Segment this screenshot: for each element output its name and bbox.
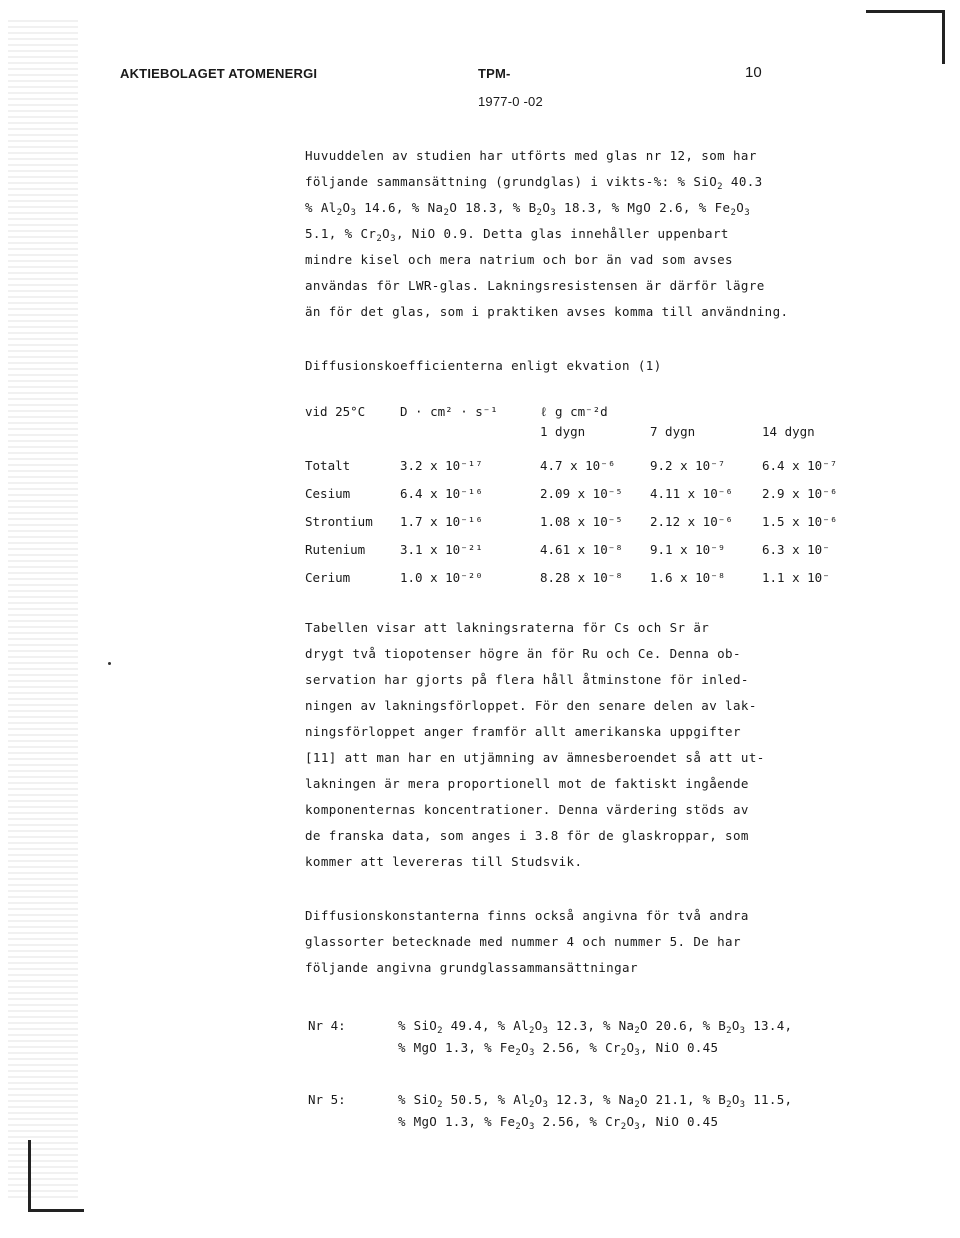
- table-cell-diffusion: 3.1 x 10⁻²¹: [400, 542, 483, 557]
- table-cell-element: Totalt: [305, 458, 351, 473]
- paragraph-line: följande angivna grundglassammansättningar: [305, 960, 638, 975]
- crop-mark-top-right: [866, 10, 944, 13]
- paragraph-line: % $Al_2O_3$ 14.6, % $Na_2O$ 18.3, % $B_2O_3$ 18.3, % MgO 2.6, % $Fe_2O_3$: [305, 200, 751, 218]
- crop-mark-bottom-left-horizontal: [28, 1209, 84, 1212]
- table-cell-diffusion: 6.4 x 10⁻¹⁶: [400, 486, 483, 501]
- composition-line: % SiO$_2$ 50.5, % $Al_2O_3$ 12.3, % $Na_2O$ 21.1, % $B_2O_3$ 11.5,: [398, 1092, 793, 1110]
- table-cell-element: Strontium: [305, 514, 373, 529]
- table-cell-day1: 2.09 x 10⁻⁵: [540, 486, 623, 501]
- paragraph-line: mindre kisel och mera natrium och bor än vad som avses: [305, 252, 733, 267]
- paragraph-line: drygt två tiopotenser högre än för Ru och Ce. Denna ob-: [305, 646, 741, 661]
- table-header-temperature: vid 25°C: [305, 404, 366, 419]
- table-cell-day1: 4.61 x 10⁻⁸: [540, 542, 623, 557]
- table-header-leach-rate: ℓ g cm⁻²d: [540, 404, 608, 419]
- composition-label: Nr 5:: [308, 1092, 346, 1107]
- table-cell-element: Cesium: [305, 486, 351, 501]
- table-cell-day14: 2.9 x 10⁻⁶: [762, 486, 838, 501]
- table-cell-day7: 9.2 x 10⁻⁷: [650, 458, 726, 473]
- crop-mark-bottom-left: [28, 1140, 31, 1212]
- paragraph-line: [11] att man har en utjämning av ämnesberoendet så att ut-: [305, 750, 765, 765]
- scan-edge-shadow: [8, 20, 78, 1200]
- composition-label: Nr 4:: [308, 1018, 346, 1033]
- paragraph-line: servation har gjorts på flera håll åtminstone för inled-: [305, 672, 749, 687]
- table-cell-day1: 1.08 x 10⁻⁵: [540, 514, 623, 529]
- composition-line: % MgO 1.3, % $Fe_2O_3$ 2.56, % $Cr_2O_3$, NiO 0.45: [398, 1040, 719, 1058]
- paragraph-line: ningsförloppet anger framför allt amerikanska uppgifter: [305, 724, 741, 739]
- table-cell-day14: 6.3 x 10⁻: [762, 542, 830, 557]
- table-cell-day14: 1.5 x 10⁻⁶: [762, 514, 838, 529]
- report-date: 1977-0 -02: [478, 94, 543, 109]
- paragraph-line: 5.1, % $Cr_2O_3$, NiO 0.9. Detta glas innehåller uppenbart: [305, 226, 729, 244]
- paragraph-line: än för det glas, som i praktiken avses komma till användning.: [305, 304, 789, 319]
- composition-line: % SiO$_2$ 49.4, % $Al_2O_3$ 12.3, % $Na_2O$ 20.6, % $B_2O_3$ 13.4,: [398, 1018, 793, 1036]
- paragraph-line: komponenternas koncentrationer. Denna värdering stöds av: [305, 802, 749, 817]
- table-cell-diffusion: 1.0 x 10⁻²⁰: [400, 570, 483, 585]
- table-cell-day7: 9.1 x 10⁻⁹: [650, 542, 726, 557]
- paragraph-line: Tabellen visar att lakningsraterna för Cs och Sr är: [305, 620, 710, 635]
- table-cell-day1: 8.28 x 10⁻⁸: [540, 570, 623, 585]
- table-cell-diffusion: 3.2 x 10⁻¹⁷: [400, 458, 483, 473]
- table-cell-day1: 4.7 x 10⁻⁶: [540, 458, 616, 473]
- table-cell-day14: 1.1 x 10⁻: [762, 570, 830, 585]
- paragraph-line: kommer att levereras till Studsvik.: [305, 854, 583, 869]
- table-cell-diffusion: 1.7 x 10⁻¹⁶: [400, 514, 483, 529]
- paragraph-line: glassorter betecknade med nummer 4 och nummer 5. De har: [305, 934, 741, 949]
- page-number: 10: [745, 64, 762, 81]
- composition-line: % MgO 1.3, % $Fe_2O_3$ 2.56, % $Cr_2O_3$, NiO 0.45: [398, 1114, 719, 1132]
- table-header-day14: 14 dygn: [762, 424, 815, 439]
- crop-mark-top-right-vertical: [942, 10, 945, 64]
- paragraph-line: lakningen är mera proportionell mot de faktiskt ingående: [305, 776, 749, 791]
- paragraph-line: Diffusionskonstanterna finns också angivna för två andra: [305, 908, 749, 923]
- report-reference: TPM-: [478, 66, 515, 81]
- table-cell-element: Rutenium: [305, 542, 366, 557]
- table-cell-element: Cerium: [305, 570, 351, 585]
- table-cell-day7: 1.6 x 10⁻⁸: [650, 570, 726, 585]
- table-header-diffusion: D · cm² · s⁻¹: [400, 404, 498, 419]
- table-header-day1: 1 dygn: [540, 424, 586, 439]
- table-cell-day14: 6.4 x 10⁻⁷: [762, 458, 838, 473]
- scan-speck: [108, 662, 111, 665]
- company-name: AKTIEBOLAGET ATOMENERGI: [120, 66, 318, 81]
- paragraph-line: ningen av lakningsförloppet. För den senare delen av lak-: [305, 698, 757, 713]
- paragraph-line: Huvuddelen av studien har utförts med glas nr 12, som har: [305, 148, 757, 163]
- table-cell-day7: 2.12 x 10⁻⁶: [650, 514, 733, 529]
- table-cell-day7: 4.11 x 10⁻⁶: [650, 486, 733, 501]
- paragraph-line: de franska data, som anges i 3.8 för de glaskroppar, som: [305, 828, 749, 843]
- paragraph-line: användas för LWR-glas. Lakningsresistensen är därför lägre: [305, 278, 765, 293]
- table-header-day7: 7 dygn: [650, 424, 696, 439]
- table-intro: Diffusionskoefficienterna enligt ekvation (1): [305, 358, 662, 373]
- paragraph-line: följande sammansättning (grundglas) i vikts-%: % SiO$_2$ 40.3: [305, 174, 763, 192]
